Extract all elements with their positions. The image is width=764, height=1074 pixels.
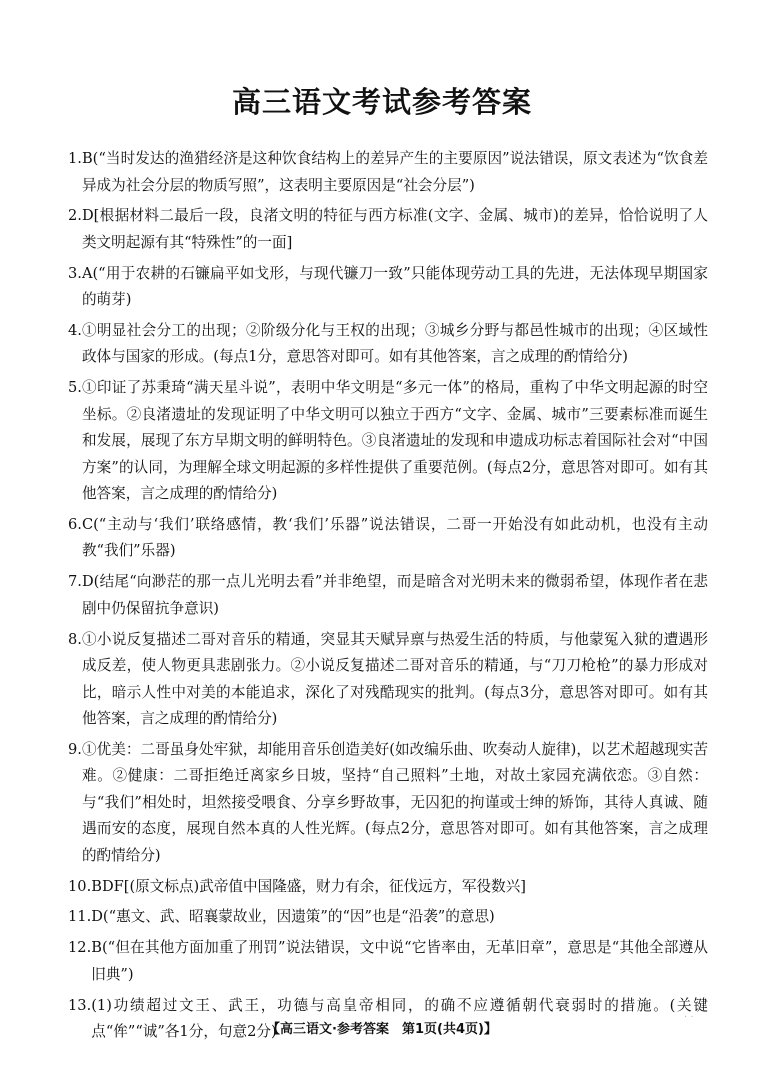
answer-text: ①优美：二哥虽身处牢狱，却能用音乐创造美好(如改编乐曲、吹奏动人旋律)，以艺术超越现实苦难。②健康：二哥拒绝迁离家乡日坡，坚持“自己照料”土地，对故土家园充满依恋。③自然：与“我们”相处时，坦然接受喂食、分享乡野故事，无囚犯的拘谨或士绅的矫饰，其待人真诚、随遇而安的态度，展现自然本真的人性光辉。(每点2分，意思答对即可。如有其他答案，言之成理的酌情给分) [81, 740, 708, 864]
answer-item [68, 146, 708, 199]
answer-item [68, 737, 708, 870]
answer-list [68, 146, 708, 1050]
answer-text: D(“惠文、武、昭襄蒙故业，因遗策”的“因”也是“沿袭”的意思) [91, 908, 495, 926]
answer-text: B(“但在其他方面加重了刑罚”说法错误，文中说“它皆率由，无革旧章”，意思是“其他全部遵从旧典”) [91, 939, 708, 983]
answer-number: 7. [68, 573, 82, 591]
answer-item [68, 512, 708, 565]
answer-number: 13. [68, 996, 92, 1014]
answer-number: 10. [68, 877, 92, 895]
answer-text: ①印证了苏秉琦“满天星斗说”，表明中华文明是“多元一体”的格局，重构了中华文明起源的时空坐标。②良渚遗址的发现证明了中华文明可以独立于西方“文字、金属、城市”三要素标准而诞生和发展，展现了东方早期文明的鲜明特色。③良渚遗址的发现和申遗成功标志着国际社会对“中国方案”的认同，为理解全球文明起源的多样性提供了重要范例。(每点2分，意思答对即可。如有其他答案，言之成理的酌情给分) [81, 379, 708, 503]
answer-text: ①明显社会分工的出现；②阶级分化与王权的出现；③城乡分野与都邑性城市的出现；④区域性政体与国家的形成。(每点1分，意思答对即可。如有其他答案，言之成理的酌情给分) [81, 321, 708, 366]
answer-item [68, 627, 708, 733]
answer-item [68, 935, 708, 988]
page-title: 高三语文考试参考答案 [231, 85, 532, 119]
answer-text: D[根据材料二最后一段，良渚文明的特征与西方标准(文字、金属、城市)的差异，恰恰说明了人类文明起源有其“特殊性”的一面] [81, 207, 708, 251]
answer-number: 6. [68, 515, 82, 533]
answer-text: B(“当时发达的渔猎经济是这种饮食结构上的差异产生的主要原因”说法错误，原文表述为“饮食差异成为社会分层的物质写照”，这表明主要原因是“社会分层”) [81, 150, 708, 194]
answer-text: BDF[(原文标点)武帝值中国隆盛，财力有余，征伐远方，军役数兴] [91, 877, 526, 895]
answer-number: 1. [68, 150, 82, 167]
answer-text: D(结尾“向渺茫的那一点儿光明去看”并非绝望，而是暗含对光明未来的微弱希望，体现作者在悲剧中仍保留抗争意识) [81, 573, 708, 617]
answer-number: 4. [68, 321, 82, 339]
answer-number: 11. [68, 908, 92, 926]
answer-text: C(“主动与‘我们’联络感情，教‘我们’乐器”说法错误，二哥一开始没有如此动机，也没有主动教“我们”乐器) [81, 515, 708, 560]
answer-number: 5. [68, 379, 82, 397]
answer-number: 8. [68, 630, 82, 648]
answer-text: A(“用于农耕的石镰扁平如戈形，与现代镰刀一致”只能体现劳动工具的先进，无法体现早期国家的萌芽) [81, 264, 708, 309]
answer-item [68, 569, 708, 622]
answer-number: 12. [68, 939, 92, 957]
answer-text: ①小说反复描述二哥对音乐的精通，突显其天赋异禀与热爱生活的特质，与他蒙冤入狱的遭遇形成反差，使人物更具悲剧张力。②小说反复描述二哥对音乐的精通，与“刀刀枪枪”的暴力形成对比，暗示人性中对美的本能追求，深化了对残酷现实的批判。(每点3分，意思答对即可。如有其他答案，言之成理的酌情给分) [81, 630, 708, 728]
answer-number: 2. [68, 207, 82, 225]
answer-item [68, 904, 708, 931]
answer-item [68, 261, 708, 314]
answer-number: 3. [68, 264, 82, 282]
answer-item [68, 203, 708, 256]
answer-item [68, 375, 708, 508]
answer-number: 9. [68, 740, 82, 758]
page-footer: 【高三语文·参考答案 第1页(共4页)】 [267, 1022, 497, 1037]
answer-item [68, 318, 708, 371]
answer-text: (1)功绩超过文王、武王，功德与高皇帝相同，的确不应遵循朝代衰弱时的措施。(关键点“侔”“诚”各1分，句意2分) [91, 996, 708, 1041]
corner-mark: · · [684, 1012, 694, 1023]
answer-item [68, 874, 708, 901]
